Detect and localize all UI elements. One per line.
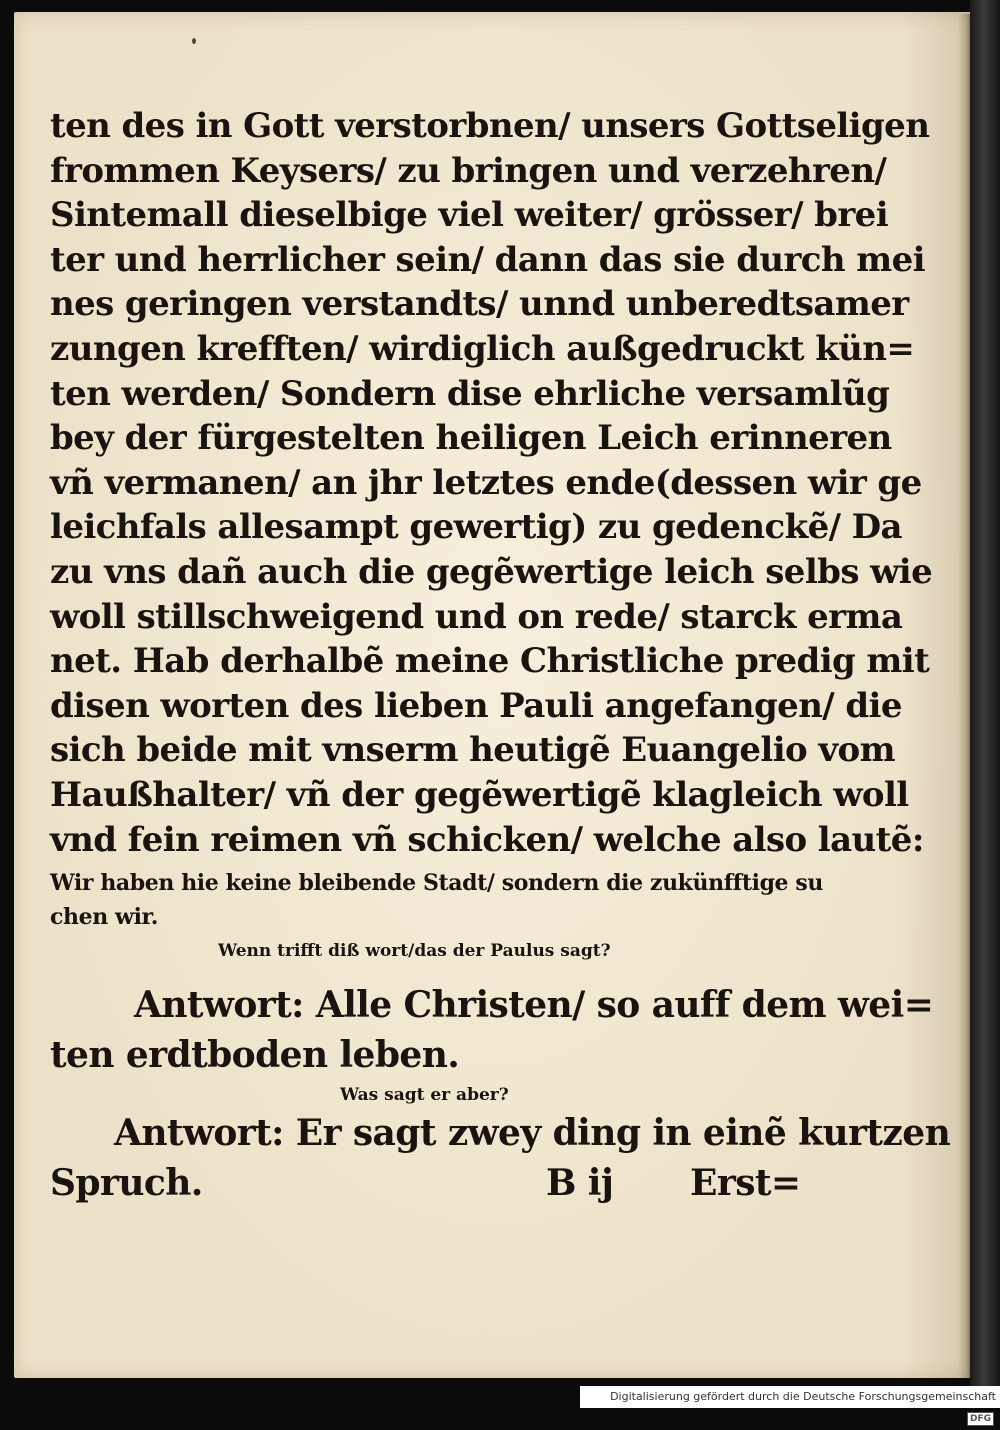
text-line: woll stillschweigend und on rede/ starck erma bbox=[50, 596, 903, 637]
signature-mark: B ij bbox=[546, 1162, 614, 1205]
text-line: zu vns dañ auch die gegẽwertige leich selbs wie bbox=[50, 551, 933, 592]
text-line: vñ vermanen/ an jhr letztes ende(dessen wir ge bbox=[50, 462, 922, 503]
text-line: sich beide mit vnserm heutigẽ Euangelio vom bbox=[50, 730, 895, 771]
question-heading: Was sagt er aber? bbox=[340, 1085, 509, 1106]
text-line: disen worten des lieben Pauli angefangen/ die bbox=[50, 685, 902, 726]
answer-line: Antwort: Alle Christen/ so auff dem wei= bbox=[134, 984, 934, 1027]
scripture-quote-line: chen wir. bbox=[50, 904, 158, 931]
scripture-quote-line: Wir haben hie keine bleibende Stadt/ sondern die zukünfftige su bbox=[50, 870, 823, 897]
book-spine bbox=[970, 0, 1000, 1388]
last-word: Spruch. bbox=[50, 1162, 203, 1205]
text-line: frommen Keysers/ zu bringen und verzehren/ bbox=[50, 150, 887, 191]
dfg-logo: DFG bbox=[967, 1412, 994, 1426]
answer-line: ten erdtboden leben. bbox=[50, 1034, 460, 1077]
question-heading: Wenn trifft diß wort/das der Paulus sagt? bbox=[218, 941, 611, 962]
text-line: bey der fürgestelten heiligen Leich erinneren bbox=[50, 418, 892, 459]
answer-line: Antwort: Er sagt zwey ding in einẽ kurtzen bbox=[114, 1112, 951, 1155]
footer-credit: Digitalisierung gefördert durch die Deutsche Forschungsgemeinschaft bbox=[610, 1390, 996, 1403]
page-bottom-row bbox=[50, 1158, 801, 1212]
text-line: ten werden/ Sondern dise ehrliche versamlũg bbox=[50, 373, 890, 414]
text-line: zungen krefften/ wirdiglich außgedruckt kün= bbox=[50, 328, 915, 369]
text-line: ter und herrlicher sein/ dann das sie durch mei bbox=[50, 239, 925, 280]
text-line: Sintemall dieselbige viel weiter/ grösser/ brei bbox=[50, 195, 889, 236]
ink-speck bbox=[192, 38, 196, 44]
book-page bbox=[14, 12, 976, 1378]
page-text-block bbox=[50, 104, 951, 1212]
text-line: ten des in Gott verstorbnen/ unsers Gottseligen bbox=[50, 106, 930, 146]
text-line: nes geringen verstandts/ unnd unberedtsamer bbox=[50, 284, 909, 325]
digitization-footer bbox=[580, 1386, 1000, 1424]
text-line: Haußhalter/ vñ der gegẽwertigẽ klagleich woll bbox=[50, 774, 909, 815]
text-line: leichfals allesampt gewertig) zu gedenckẽ/ Da bbox=[50, 507, 902, 548]
catchword: Erst= bbox=[690, 1162, 801, 1205]
text-line: vnd fein reimen vñ schicken/ welche also lautẽ: bbox=[50, 819, 924, 860]
text-line: net. Hab derhalbẽ meine Christliche predig mit bbox=[50, 641, 930, 682]
